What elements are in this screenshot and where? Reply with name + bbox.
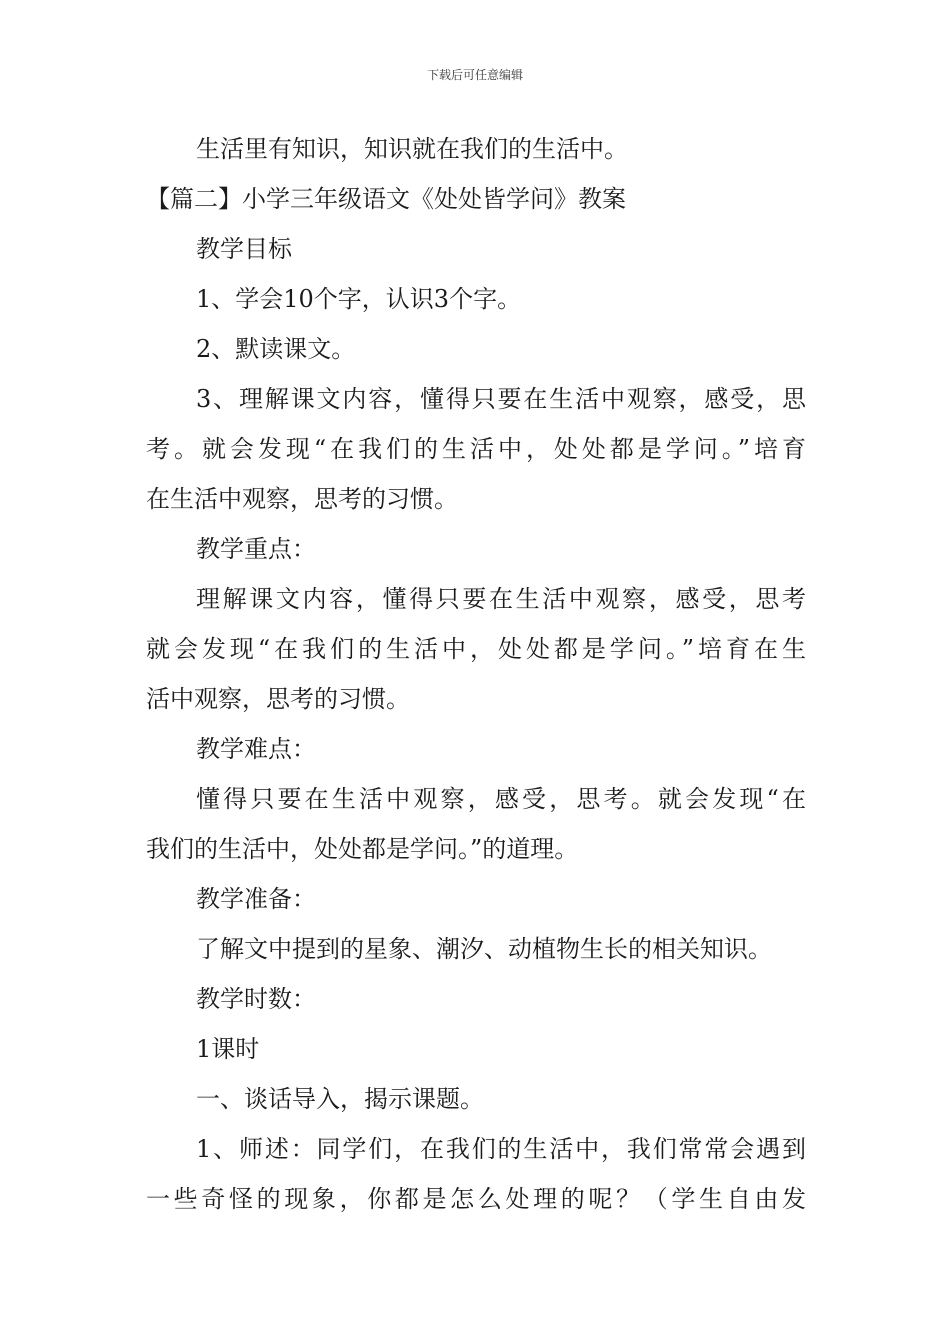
document-body <box>146 124 806 1224</box>
paragraph-line: 教学时数： <box>196 985 316 1013</box>
paragraph-line: 1课时 <box>196 1035 260 1063</box>
paragraph-line: 1、学会10个字，认识3个字。 <box>196 285 522 313</box>
paragraph-line: 教学目标 <box>196 235 292 263</box>
paragraph-line: 就会发现“在我们的生活中，处处都是学问。”培育在生 <box>146 635 806 663</box>
paragraph-line: 1、师述：同学们，在我们的生活中，我们常常会遇到 <box>196 1135 806 1163</box>
paragraph-line: 教学重点： <box>196 535 316 563</box>
paragraph-line: 教学难点： <box>196 735 316 763</box>
paragraph-line: 生活里有知识，知识就在我们的生活中。 <box>196 135 628 163</box>
paragraph-line: 了解文中提到的星象、潮汐、动植物生长的相关知识。 <box>196 935 772 963</box>
page-header: 下载后可任意编辑 <box>426 68 523 82</box>
paragraph-line: 教学准备： <box>196 885 316 913</box>
paragraph-line: 活中观察，思考的习惯。 <box>146 685 410 713</box>
section-heading: 【篇二】小学三年级语文《处处皆学问》教案 <box>146 185 626 213</box>
paragraph-line: 我们的生活中，处处都是学问。”的道理。 <box>146 835 579 863</box>
paragraph-line: 在生活中观察，思考的习惯。 <box>146 485 458 513</box>
paragraph-line: 理解课文内容，懂得只要在生活中观察，感受，思考 <box>196 585 806 613</box>
paragraph-line: 一、谈话导入，揭示课题。 <box>196 1085 484 1113</box>
paragraph-line: 2、默读课文。 <box>196 335 356 363</box>
paragraph-line: 考。就会发现“在我们的生活中，处处都是学问。”培育 <box>146 435 806 463</box>
paragraph-line: 懂得只要在生活中观察，感受，思考。就会发现“在 <box>196 785 806 813</box>
paragraph-line: 3、理解课文内容，懂得只要在生活中观察，感受，思 <box>196 385 806 413</box>
paragraph-line: 一些奇怪的现象，你都是怎么处理的呢？（学生自由发 <box>146 1185 806 1213</box>
